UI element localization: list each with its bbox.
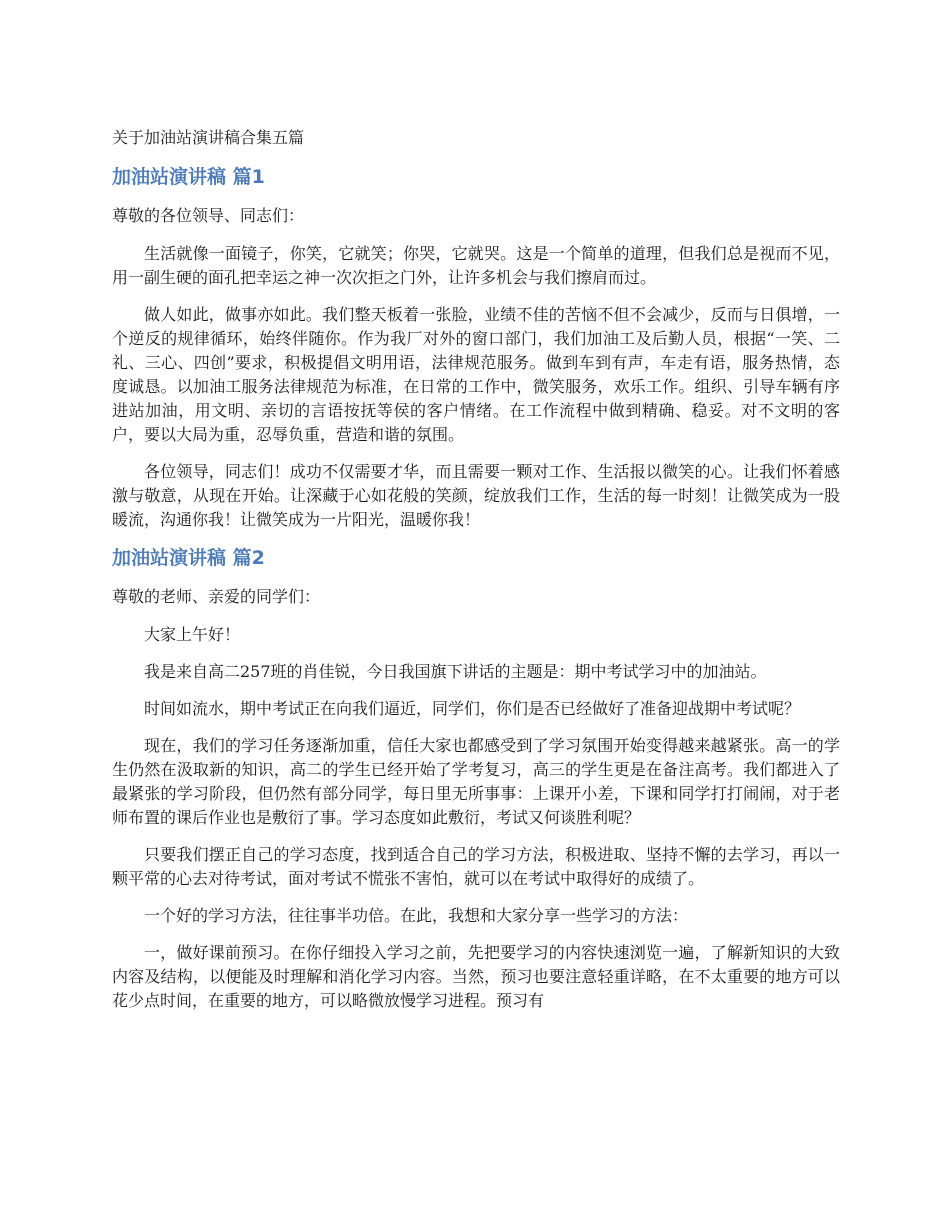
document-page <box>112 126 840 1026</box>
section-2-paragraph-1: 大家上午好！ <box>144 625 241 644</box>
section-2-paragraph-6: 一个好的学习方法，往往事半功倍。在此，我想和大家分享一些学习的方法： <box>144 906 689 925</box>
section-2-paragraph-3: 时间如流水，期中考试正在向我们逼近，同学们，你们是否已经做好了准备迎战期中考试呢？ <box>144 699 801 718</box>
section-2-paragraph-4: 现在，我们的学习任务逐渐加重，信任大家也都感受到了学习氛围开始变得越来越紧张。高一的学生仍然在汲取新的知识，高二的学生已经开始了学考复习，高三的学生更是在备注高考。我们都进入了最紧张的学习阶段，但仍然有部分同学，每日里无所事事：上课开小差，下课和同学打打闹闹，对于老师布置的课后作业也是敷衍了事。学习态度如此敷衍，考试又何谈胜利呢？ <box>112 736 840 827</box>
section-2-paragraph-5: 只要我们摆正自己的学习态度，找到适合自己的学习方法，积极进取、坚持不懈的去学习，再以一颗平常的心去对待考试，面对考试不慌张不害怕，就可以在考试中取得好的成绩了。 <box>112 845 840 888</box>
section-1-paragraph-2: 做人如此，做事亦如此。我们整天板着一张脸，业绩不佳的苦恼不但不会减少，反而与日俱增，一个逆反的规律循环，始终伴随你。作为我厂对外的窗口部门，我们加油工及后勤人员，根据“一笑、二礼、三心、四创”要求，积极提倡文明用语，法律规范服务。做到车到有声，车走有语，服务热情，态度诚恳。以加油工服务法律规范为标准，在日常的工作中，微笑服务，欢乐工作。组织、引导车辆有序进站加油，用文明、亲切的言语按抚等侯的客户情绪。在工作流程中做到精确、稳妥。对不文明的客户，要以大局为重，忍辱负重，营造和谐的氛围。 <box>112 305 840 444</box>
section-1-paragraph-3: 各位领导，同志们！成功不仅需要才华，而且需要一颗对工作、生活报以微笑的心。让我们怀着感激与敬意，从现在开始。让深藏于心如花般的笑颜，绽放我们工作，生活的每一时刻！让微笑成为一股暖流，沟通你我！让微笑成为一片阳光，温暖你我！ <box>112 462 840 529</box>
section-2-salutation: 尊敬的老师、亲爱的同学们： <box>112 587 321 606</box>
document-title: 关于加油站演讲稿合集五篇 <box>112 128 305 147</box>
section-2-paragraph-7: 一，做好课前预习。在你仔细投入学习之前，先把要学习的内容快速浏览一遍，了解新知识的大致内容及结构，以便能及时理解和消化学习内容。当然，预习也要注意轻重详略，在不太重要的地方可以花少点时间，在重要的地方，可以略微放慢学习进程。预习有 <box>112 943 840 1010</box>
section-1-paragraph-1: 生活就像一面镜子，你笑，它就笑；你哭，它就哭。这是一个简单的道理，但我们总是视而不见，用一副生硬的面孔把幸运之神一次次拒之门外，让许多机会与我们擦肩而过。 <box>112 244 840 287</box>
section-1 <box>112 164 840 532</box>
section-2-paragraph-2: 我是来自高二257班的肖佳锐，今日我国旗下讲话的主题是：期中考试学习中的加油站。 <box>144 662 767 681</box>
section-2 <box>112 545 840 1013</box>
section-2-heading: 加油站演讲稿 篇2 <box>112 547 265 569</box>
section-1-salutation: 尊敬的各位领导、同志们： <box>112 206 305 225</box>
section-1-heading: 加油站演讲稿 篇1 <box>112 166 265 188</box>
